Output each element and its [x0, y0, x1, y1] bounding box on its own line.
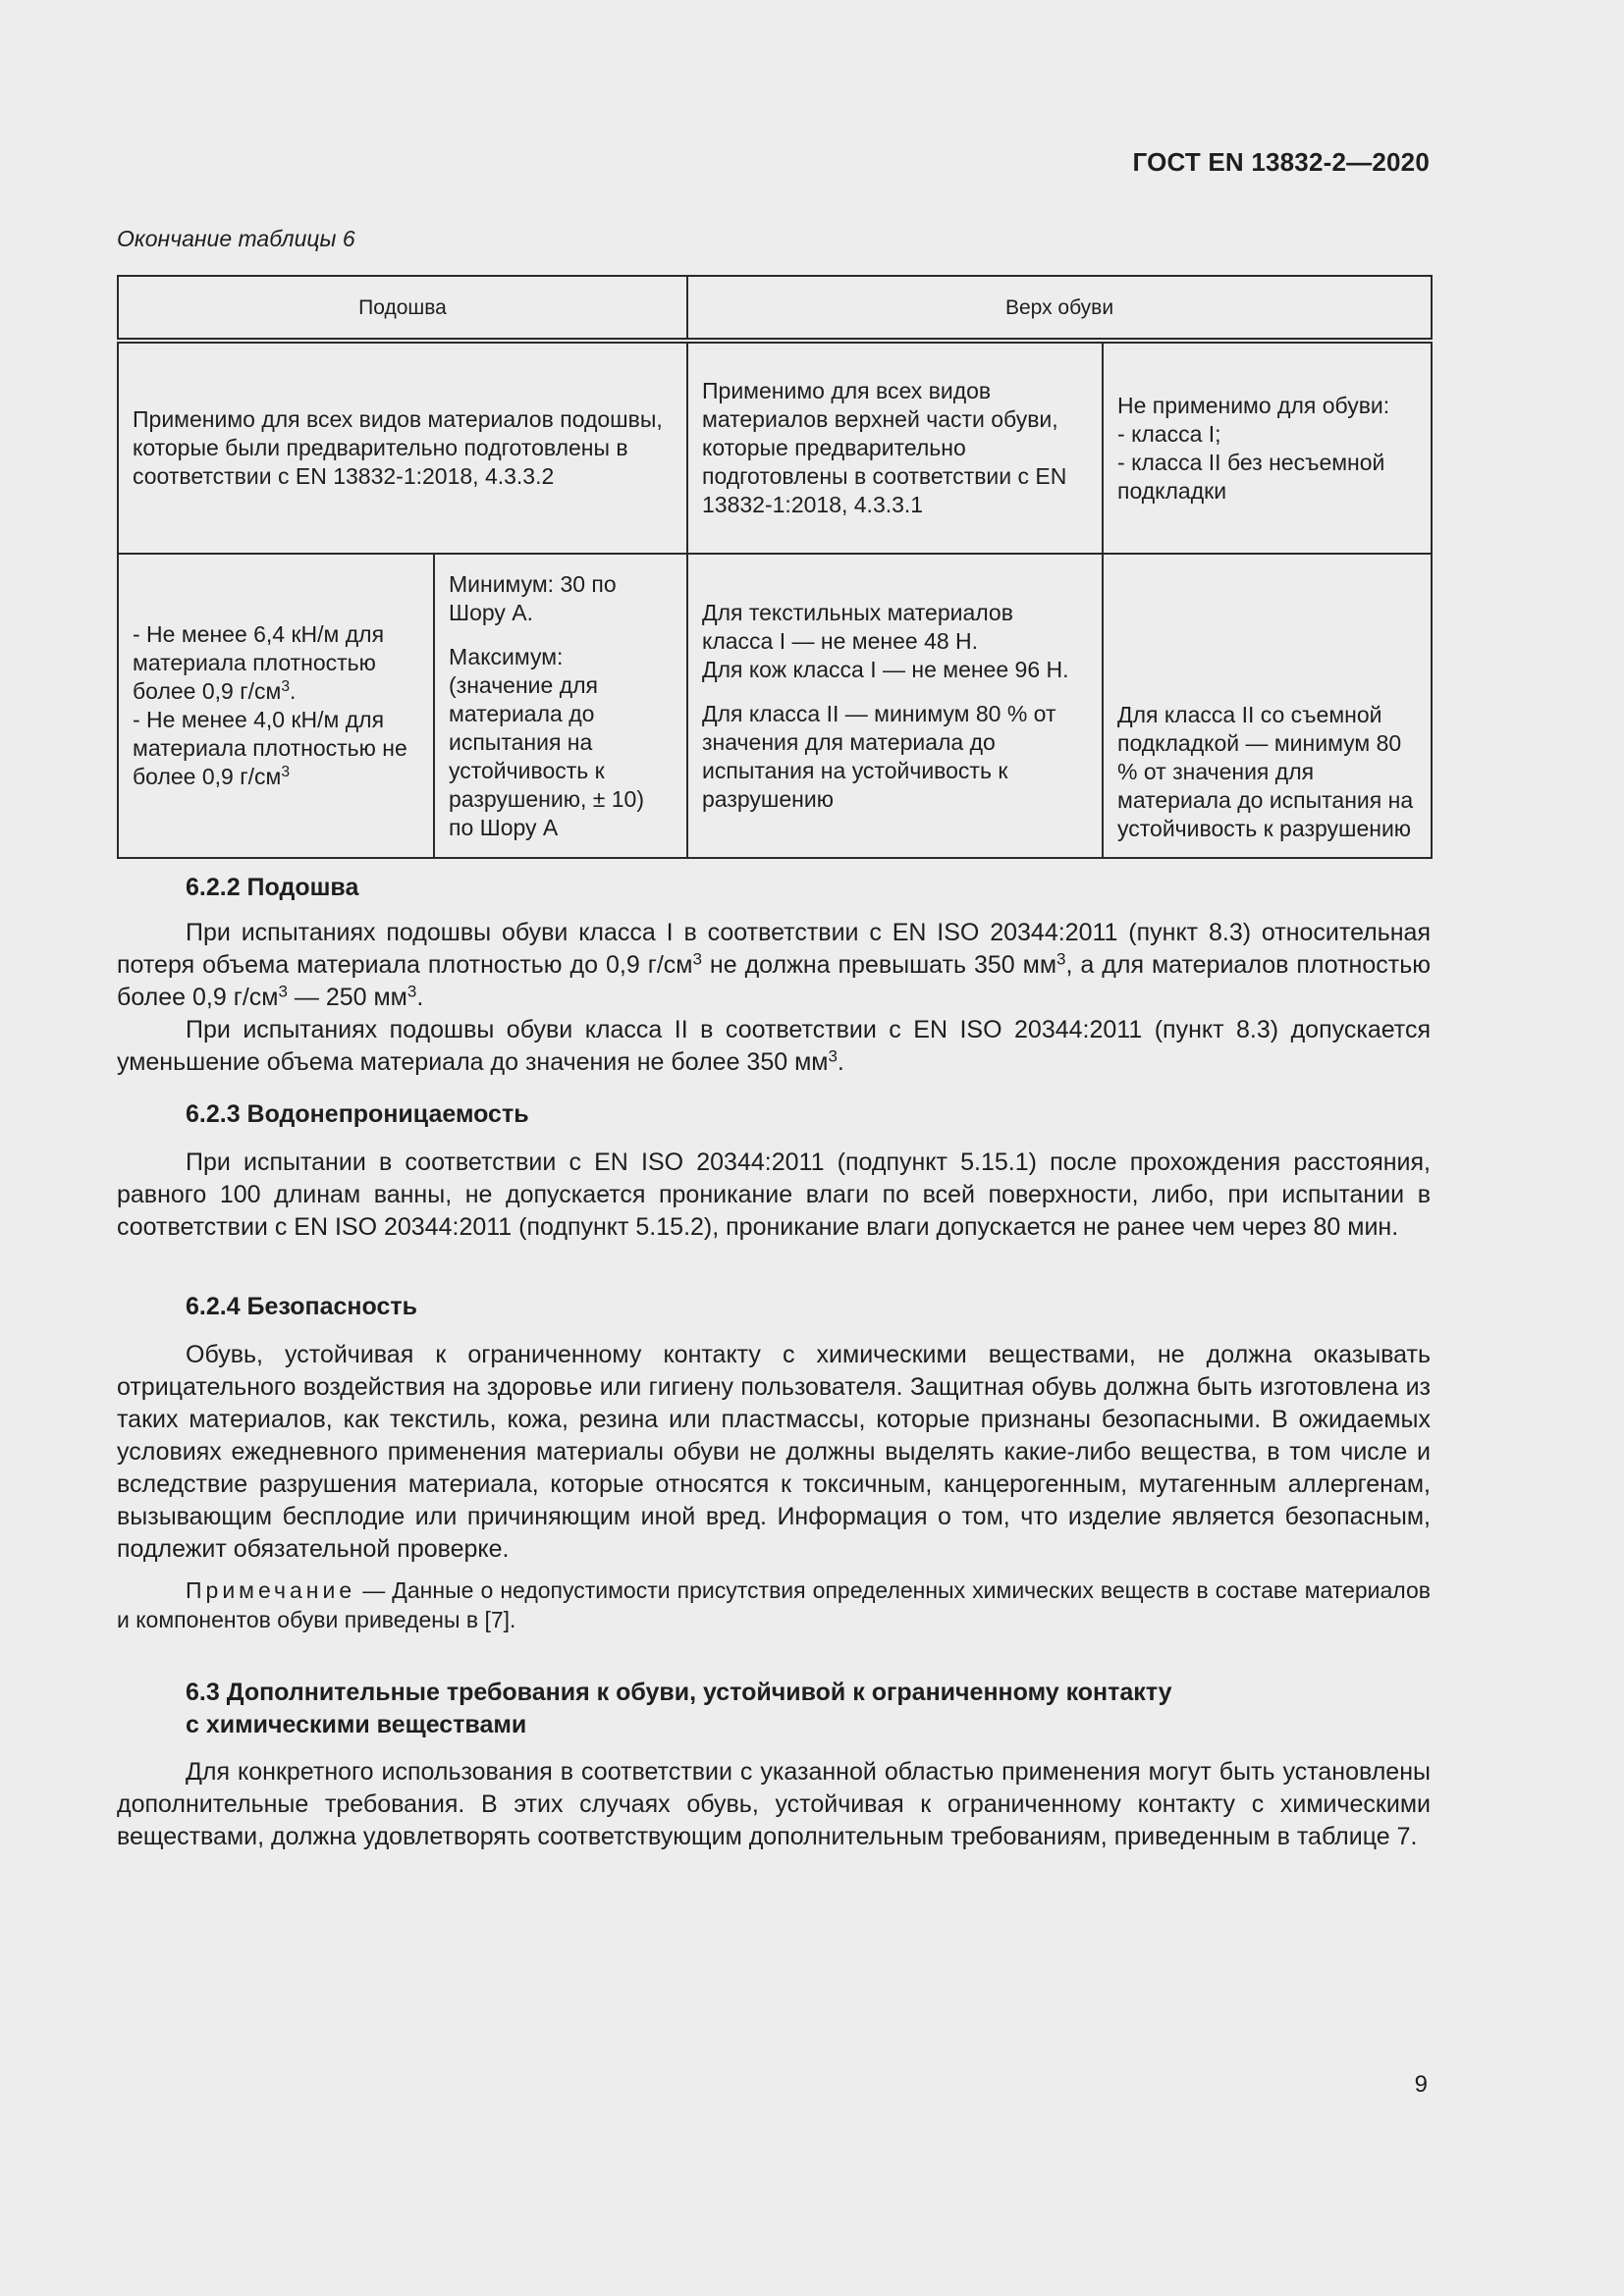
note-text: — Данные о недопустимости присутствия определенных химических веществ в составе материалов и компонентов обуви приведены в [7].	[117, 1577, 1431, 1632]
superscript: 3	[692, 949, 702, 969]
table-header-row	[118, 276, 1432, 341]
cell-sole-applicability: Применимо для всех видов материалов подошвы, которые были предварительно подготовлены в соответствии с EN 13832-1:2018, 4.3.3.2	[118, 341, 687, 554]
sole-requirement-text: - Не менее 4,0 кН/м для материала плотностью не более 0,9 г/см	[133, 707, 407, 789]
requirements-table	[117, 275, 1433, 859]
text-run: .	[837, 1048, 844, 1076]
lining-title: Не применимо для обуви:	[1117, 392, 1390, 418]
paragraph: При испытании в соответствии с EN ISO 20344:2011 (подпункт 5.15.1) после прохождения расстояния, равного 100 длинам ванны, не допускается проникание влаги по всей поверхности, либо, при испытании в соответствии с EN ISO 20344:2011 (подпункт 5.15.2), проникание влаги допускается не ранее чем через 80 мин.	[117, 1148, 1431, 1241]
heading-line: 6.3 Дополнительные требования к обуви, устойчивой к ограниченному контакту	[186, 1679, 1172, 1706]
text-run: — 250 мм	[287, 984, 407, 1011]
lining-item: - класса I;	[1117, 420, 1221, 447]
punctuation: .	[290, 678, 297, 704]
table-row	[118, 341, 1432, 554]
hardness-max: Максимум: (значение для материала до испытания на устойчивость к разрушению, ± 10) по Шору А	[449, 643, 644, 840]
note-label: Примечание	[186, 1577, 356, 1603]
heading-line: с химическими веществами	[186, 1711, 527, 1738]
table-row	[118, 554, 1432, 858]
sole-requirement-text: - Не менее 6,4 кН/м для материала плотностью более 0,9 г/см	[133, 621, 385, 704]
upper-requirement: Для текстильных материалов класса I — не менее 48 Н.	[702, 599, 1013, 654]
sole-requirement	[133, 620, 419, 706]
header-sole: Подошва	[118, 276, 687, 341]
table-caption: Окончание таблицы 6	[117, 226, 355, 251]
upper-requirement: Для кож класса I — не менее 96 Н.	[702, 656, 1069, 682]
section-body-6-3	[117, 1756, 1431, 1853]
section-heading-6-2-4: 6.2.4 Безопасность	[186, 1293, 417, 1320]
cell-lining-tear-strength: Для класса II со съемной подкладкой — минимум 80 % от значения для материала до испытания на устойчивость к разрушению	[1103, 554, 1432, 858]
superscript: 3	[828, 1046, 838, 1066]
section-body-6-2-4	[117, 1339, 1431, 1634]
lining-item: - класса II без несъемной подкладки	[1117, 449, 1385, 504]
paragraph	[117, 1014, 1431, 1079]
cell-sole-tear-strength	[118, 554, 434, 858]
text-run: , а для материалов плотностью более 0,9 г/см	[117, 951, 1431, 1011]
section-body-6-2-3	[117, 1147, 1431, 1244]
hardness-min: Минимум: 30 по Шору А.	[449, 570, 617, 625]
text-run: При испытаниях подошвы обуви класса II в соответствии с EN ISO 20344:2011 (пункт 8.3) допускается уменьшение объема материала до значения не более 350 мм	[117, 1016, 1431, 1076]
cell-lining-applicability	[1103, 341, 1432, 554]
page-number: 9	[1414, 2071, 1428, 2098]
paragraph: Обувь, устойчивая к ограниченному контакту с химическими веществами, не должна оказывать отрицательного воздействия на здоровье или гигиену пользователя. Защитная обувь должна быть изготовлена из таких материалов, как текстиль, кожа, резина или пластмассы, которые признаны безопасными. В ожидаемых условиях ежедневного применения материалы обуви не должны выделять какие-либо вещества, в том числе и вследствие разрушения материала, которые относятся к токсичным, канцерогенным, мутагенным аллергенам, вызывающим бесплодие или причиняющим иной вред. Информация о том, что изделие является безопасным, подлежит обязательной проверке.	[117, 1341, 1431, 1563]
superscript: 3	[278, 982, 288, 1001]
section-heading-6-3	[186, 1677, 1172, 1741]
superscript: 3	[281, 764, 291, 781]
superscript: 3	[1056, 949, 1066, 969]
text-run: .	[416, 984, 424, 1011]
paragraph: Для конкретного использования в соответствии с указанной областью применения могут быть установлены дополнительные требования. В этих случаях обувь, устойчивая к ограниченному контакту с химическими веществами, должна удовлетворять соответствующим дополнительным требованиям, приведенным в таблице 7.	[117, 1758, 1431, 1850]
section-body-6-2-2	[117, 917, 1431, 1079]
superscript: 3	[406, 982, 417, 1001]
document-code: ГОСТ EN 13832-2—2020	[1132, 147, 1430, 177]
cell-upper-applicability: Применимо для всех видов материалов верхней части обуви, которые предварительно подготовлены в соответствии с EN 13832-1:2018, 4.3.3.1	[687, 341, 1103, 554]
header-upper: Верх обуви	[687, 276, 1432, 341]
section-heading-6-2-3: 6.2.3 Водонепроницаемость	[186, 1100, 529, 1128]
sole-requirement	[133, 706, 419, 791]
superscript: 3	[281, 678, 291, 696]
section-heading-6-2-2: 6.2.2 Подошва	[186, 874, 359, 901]
cell-upper-tear-strength	[687, 554, 1103, 858]
paragraph	[117, 917, 1431, 1014]
note	[117, 1575, 1431, 1634]
text-run: не должна превышать 350 мм	[701, 951, 1057, 979]
cell-sole-hardness	[434, 554, 687, 858]
upper-requirement: Для класса II — минимум 80 % от значения для материала до испытания на устойчивость к разрушению	[702, 700, 1056, 812]
text-run: При испытаниях подошвы обуви класса I в соответствии с EN ISO 20344:2011 (пункт 8.3) относительная потеря объема материала плотностью до 0,9 г/см	[117, 919, 1431, 979]
